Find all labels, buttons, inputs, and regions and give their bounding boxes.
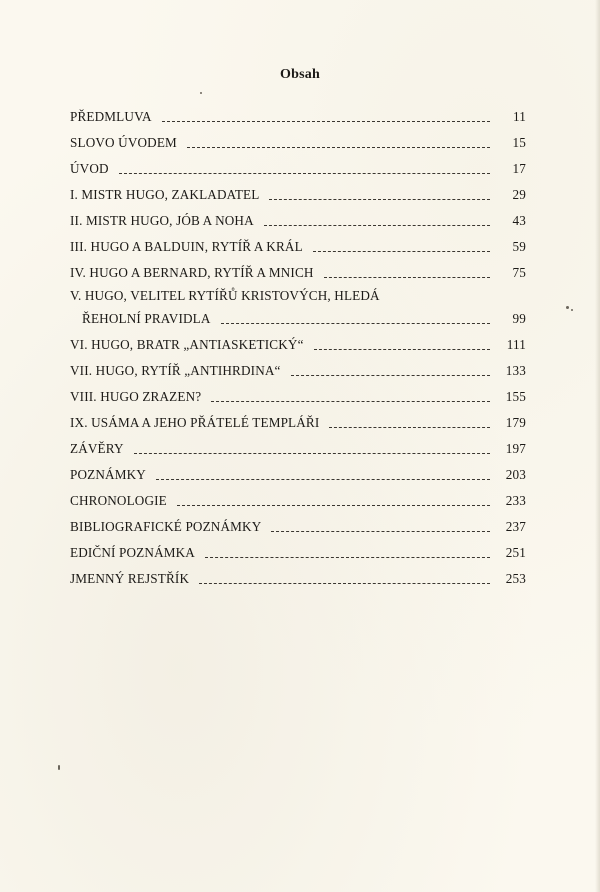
toc-entry-page: 99: [512, 311, 526, 326]
toc-entry-jmenny-rejstrik: [70, 566, 526, 592]
toc-entry-label: IX. USÁMA A JEHO PŘÁTELÉ TEMPLÁŘI: [70, 415, 320, 430]
toc-entry-poznamky: [70, 462, 526, 488]
dot-leader: [324, 277, 490, 278]
toc-entry-label: VIII. HUGO ZRAZEN?: [70, 389, 202, 404]
toc-entry-chapter-3: [70, 234, 526, 260]
toc-entry-label: IV. HUGO A BERNARD, RYTÍŘ A MNICH: [70, 265, 314, 280]
dot-leader: [313, 251, 490, 252]
dot-leader: [205, 557, 490, 558]
toc-entry-chapter-9: [70, 410, 526, 436]
toc-entry-uvod: [70, 156, 526, 182]
dot-leader: [134, 453, 490, 454]
toc-entry-label: V. HUGO, VELITEL RYTÍŘŮ KRISTOVÝCH, HLEDÁ: [70, 288, 380, 303]
toc-entry-page: 155: [505, 389, 526, 404]
toc-entry-slovo-uvodem: [70, 130, 526, 156]
dot-leader: [156, 479, 490, 480]
toc-entry-chapter-1: [70, 182, 526, 208]
toc-entry-label: II. MISTR HUGO, JÓB A NOHA: [70, 213, 254, 228]
page-edge-shadow: [595, 0, 600, 892]
paper-speck: [566, 306, 569, 309]
toc-entry-chapter-8: [70, 384, 526, 410]
toc-entry-label: SLOVO ÚVODEM: [70, 135, 177, 150]
toc-entry-page: 11: [513, 109, 526, 124]
toc-entry-chapter-5: [70, 286, 526, 332]
toc-entry-page: 203: [505, 467, 526, 482]
toc-entry-predmluva: [70, 104, 526, 130]
toc-title: Obsah: [280, 67, 320, 82]
toc-entry-chapter-2: [70, 208, 526, 234]
dot-leader: [177, 505, 490, 506]
toc-entry-chapter-4: [70, 260, 526, 286]
dot-leader: [199, 583, 490, 584]
dot-leader: [187, 147, 490, 148]
toc-entry-page: 29: [512, 187, 526, 202]
toc-entry-page: 17: [512, 161, 526, 176]
toc-entry-page: 179: [505, 415, 526, 430]
toc-entry-page: 133: [505, 363, 526, 378]
toc-entry-label: I. MISTR HUGO, ZAKLADATEL: [70, 187, 260, 202]
table-of-contents: [70, 104, 526, 592]
dot-leader: [119, 173, 490, 174]
dot-leader: [221, 323, 490, 324]
dot-leader: [329, 427, 490, 428]
toc-entry-label: JMENNÝ REJSTŘÍK: [70, 571, 190, 586]
toc-entry-label: PŘEDMLUVA: [70, 109, 152, 124]
toc-entry-label: ÚVOD: [70, 161, 109, 176]
toc-entry-page: 43: [512, 213, 526, 228]
toc-entry-label: ZÁVĚRY: [70, 441, 124, 456]
toc-entry-label: POZNÁMKY: [70, 467, 146, 482]
toc-entry-page: 233: [505, 493, 526, 508]
toc-entry-label: VII. HUGO, RYTÍŘ „ANTIHRDINA“: [70, 363, 281, 378]
toc-entry-chapter-6: [70, 332, 526, 358]
toc-entry-page: 197: [505, 441, 526, 456]
toc-entry-label: III. HUGO A BALDUIN, RYTÍŘ A KRÁL: [70, 239, 303, 254]
toc-entry-label: EDIČNÍ POZNÁMKA: [70, 545, 195, 560]
dot-leader: [291, 375, 490, 376]
paper-speck: [200, 92, 202, 94]
dot-leader: [264, 225, 490, 226]
toc-entry-page: 111: [506, 337, 526, 352]
toc-entry-page: 75: [512, 265, 526, 280]
toc-entry-label: CHRONOLOGIE: [70, 493, 167, 508]
toc-entry-page: 15: [512, 135, 526, 150]
paper-speck: [571, 309, 573, 311]
toc-entry-label: VI. HUGO, BRATR „ANTIASKETICKÝ“: [70, 337, 304, 352]
toc-entry-edicni-poznamka: [70, 540, 526, 566]
dot-leader: [271, 531, 490, 532]
toc-entry-page: 253: [505, 571, 526, 586]
dot-leader: [211, 401, 490, 402]
toc-entry-label: BIBLIOGRAFICKÉ POZNÁMKY: [70, 519, 262, 534]
toc-entry-bibliograficke-poznamky: [70, 514, 526, 540]
toc-entry-zavery: [70, 436, 526, 462]
dot-leader: [269, 199, 490, 200]
dot-leader: [162, 121, 490, 122]
toc-entry-chronologie: [70, 488, 526, 514]
toc-entry-page: 251: [505, 545, 526, 560]
toc-entry-label-continuation: ŘEHOLNÍ PRAVIDLA: [82, 311, 211, 326]
dot-leader: [314, 349, 490, 350]
toc-entry-chapter-7: [70, 358, 526, 384]
toc-entry-page: 237: [505, 519, 526, 534]
toc-entry-page: 59: [512, 239, 526, 254]
paper-speck: [58, 765, 60, 770]
